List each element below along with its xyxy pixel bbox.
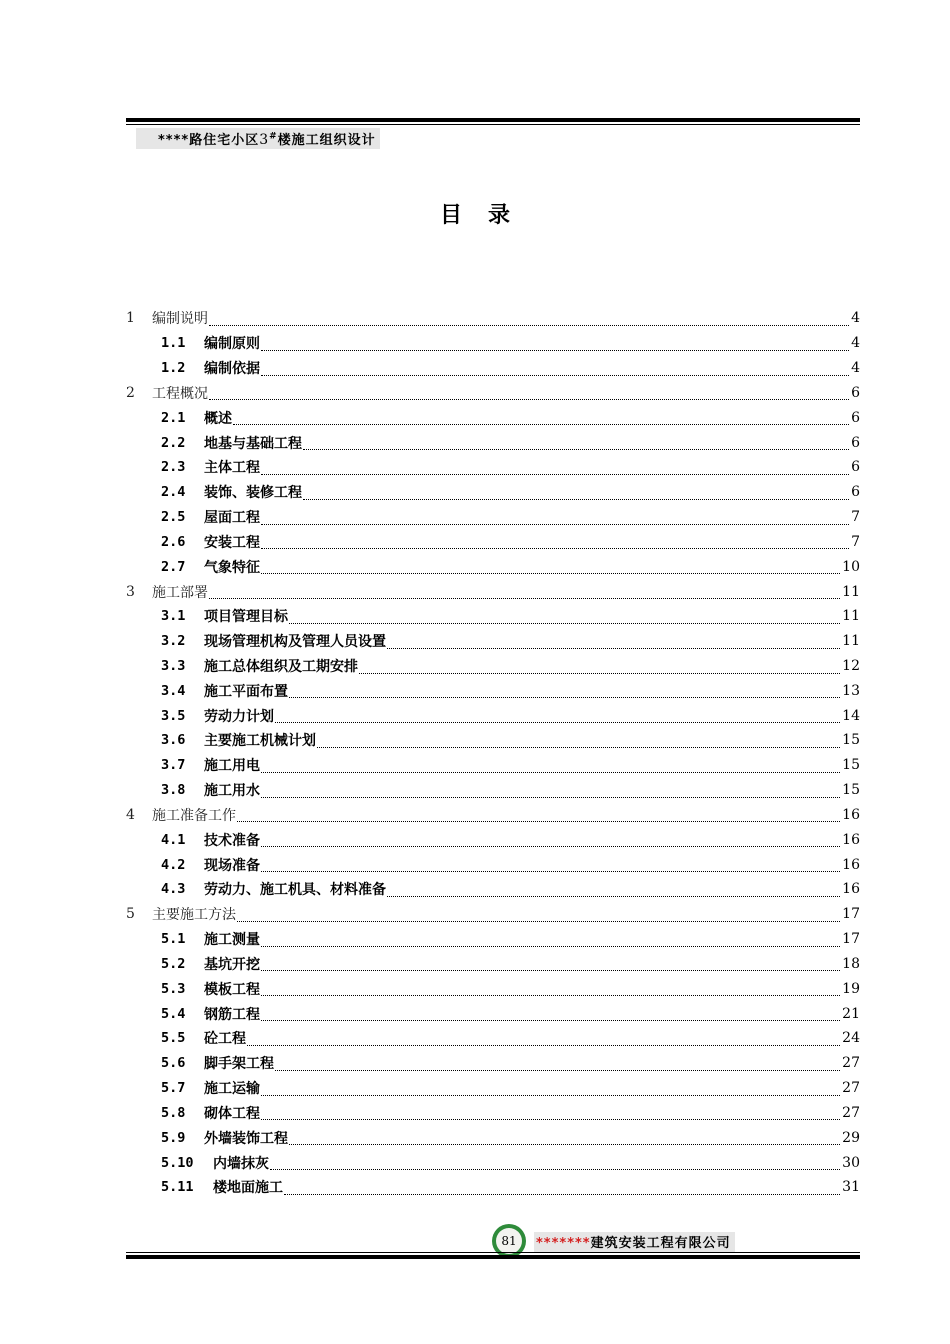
table-of-contents: [126, 306, 860, 1200]
toc-entry-number: 2.7: [161, 558, 186, 575]
toc-dot-leader: [284, 1194, 840, 1195]
toc-entry-label: 施工测量: [204, 932, 260, 949]
toc-entry-label: 施工准备工作: [152, 807, 236, 824]
toc-entry-label: 工程概况: [152, 385, 208, 402]
toc-entry-page: 17: [842, 931, 860, 948]
toc-entry-page: 11: [842, 583, 860, 600]
toc-entry[interactable]: [126, 927, 860, 952]
toc-entry-page: 27: [842, 1080, 860, 1097]
header-rule-thin: [126, 124, 860, 125]
toc-dot-leader: [209, 598, 840, 599]
toc-entry-number: 2.6: [161, 533, 186, 550]
toc-entry-number: 2.1: [161, 409, 186, 426]
toc-entry[interactable]: [126, 1001, 860, 1026]
toc-entry-label: 项目管理目标: [204, 609, 288, 626]
toc-entry-label: 编制原则: [204, 336, 260, 353]
toc-entry-page: 6: [851, 434, 860, 451]
toc-entry-page: 17: [842, 906, 860, 923]
document-title: 目录: [439, 203, 536, 228]
toc-dot-leader: [387, 648, 840, 649]
toc-entry-page: 30: [842, 1154, 860, 1171]
toc-entry-number: 4.3: [161, 881, 186, 898]
toc-entry-page: 6: [851, 459, 860, 476]
toc-entry[interactable]: [126, 728, 860, 753]
toc-dot-leader: [261, 970, 840, 971]
toc-entry-label: 现场准备: [204, 857, 260, 874]
toc-dot-leader: [261, 871, 840, 872]
toc-entry[interactable]: [126, 902, 860, 927]
toc-entry-number: 5.9: [161, 1129, 186, 1146]
toc-dot-leader: [261, 1095, 840, 1096]
toc-entry[interactable]: [126, 827, 860, 852]
toc-entry-label: 施工总体组织及工期安排: [204, 659, 358, 675]
toc-entry-number: 3.1: [161, 608, 186, 625]
toc-entry[interactable]: [126, 1101, 860, 1126]
toc-entry-number: 4.2: [161, 856, 186, 873]
toc-entry-number: 4.1: [161, 831, 186, 848]
toc-entry-label: 模板工程: [204, 981, 260, 998]
toc-entry-number: 3.8: [161, 782, 186, 799]
toc-entry-label: 编制说明: [152, 311, 208, 328]
toc-entry-page: 4: [851, 310, 860, 327]
toc-entry-number: 2.4: [161, 484, 186, 501]
toc-entry-page: 19: [842, 980, 860, 997]
toc-entry[interactable]: [126, 529, 860, 554]
toc-entry[interactable]: [126, 356, 860, 381]
toc-dot-leader: [289, 623, 840, 624]
toc-entry-page: 10: [842, 558, 860, 575]
toc-entry-page: 6: [851, 409, 860, 426]
toc-entry[interactable]: [126, 505, 860, 530]
toc-entry-label: 楼地面施工: [213, 1180, 283, 1197]
toc-entry-page: 6: [851, 384, 860, 401]
toc-entry[interactable]: [126, 604, 860, 629]
toc-entry[interactable]: [126, 430, 860, 455]
toc-entry-page: 4: [851, 360, 860, 377]
toc-entry-number: 2.2: [161, 434, 186, 451]
toc-dot-leader: [261, 946, 840, 947]
toc-entry-page: 24: [842, 1030, 860, 1047]
toc-dot-leader: [289, 1144, 840, 1145]
toc-entry-page: 11: [842, 633, 860, 650]
toc-entry[interactable]: [126, 1026, 860, 1051]
toc-entry-page: 16: [842, 806, 860, 823]
toc-entry[interactable]: [126, 753, 860, 778]
toc-entry-number: 1: [126, 310, 135, 327]
footer-rule-thin: [126, 1252, 860, 1253]
toc-entry-number: 5: [126, 906, 135, 923]
toc-entry-label: 劳动力计划: [204, 708, 274, 725]
toc-entry-label: 基坑开挖: [204, 956, 260, 973]
toc-entry-page: 6: [851, 484, 860, 501]
toc-entry-label: 脚手架工程: [204, 1056, 274, 1073]
toc-entry-page: 16: [842, 881, 860, 898]
toc-entry-number: 3.5: [161, 707, 186, 724]
footer-rule-thick: [126, 1255, 860, 1259]
toc-dot-leader: [261, 524, 849, 525]
toc-entry-page: 21: [842, 1005, 860, 1022]
toc-entry-number: 3.3: [161, 658, 186, 674]
toc-entry-number: 2.3: [161, 459, 186, 476]
toc-dot-leader: [209, 399, 849, 400]
toc-entry-number: 5.2: [161, 955, 186, 972]
toc-dot-leader: [209, 325, 849, 326]
toc-entry-number: 1.1: [161, 335, 186, 352]
toc-dot-leader: [261, 1020, 840, 1021]
toc-entry[interactable]: [126, 1051, 860, 1076]
toc-entry[interactable]: [126, 678, 860, 703]
toc-entry-page: 4: [851, 335, 860, 352]
toc-entry-label: 内墙抹灰: [213, 1155, 269, 1172]
toc-dot-leader: [261, 1119, 840, 1120]
toc-entry-page: 27: [842, 1104, 860, 1121]
toc-dot-leader: [317, 747, 840, 748]
toc-entry-label: 施工用水: [204, 783, 260, 800]
toc-entry-number: 3.7: [161, 757, 186, 774]
toc-entry-page: 31: [842, 1179, 860, 1196]
toc-dot-leader: [237, 821, 840, 822]
toc-dot-leader: [303, 449, 849, 450]
toc-entry-page: 27: [842, 1055, 860, 1072]
toc-entry-number: 5.7: [161, 1080, 186, 1097]
building-number-sup: #: [269, 131, 278, 142]
toc-entry-number: 5.6: [161, 1055, 186, 1072]
toc-dot-leader: [261, 474, 849, 475]
toc-entry[interactable]: [126, 1150, 860, 1175]
page-number: 81: [496, 1228, 522, 1254]
toc-entry-number: 3.4: [161, 682, 186, 699]
toc-entry[interactable]: [126, 405, 860, 430]
toc-dot-leader: [261, 846, 840, 847]
toc-dot-leader: [270, 1169, 840, 1170]
toc-entry-number: 3.6: [161, 732, 186, 749]
toc-entry-page: 11: [842, 608, 860, 625]
toc-entry-number: 5.3: [161, 980, 186, 997]
toc-entry-label: 编制依据: [204, 361, 260, 378]
toc-entry-number: 5.5: [161, 1030, 186, 1047]
toc-dot-leader: [387, 896, 840, 897]
toc-entry-label: 装饰、装修工程: [204, 485, 302, 502]
toc-entry[interactable]: [126, 654, 860, 679]
toc-entry[interactable]: [126, 877, 860, 902]
toc-entry-label: 钢筋工程: [204, 1006, 260, 1023]
page-footer: [126, 1224, 860, 1264]
company-name: *******建筑安装工程有限公司: [534, 1232, 735, 1252]
toc-entry-page: 7: [851, 509, 860, 526]
header-title: ****路住宅小区3#楼施工组织设计: [136, 128, 380, 149]
toc-entry-number: 3: [126, 583, 135, 600]
toc-entry[interactable]: [126, 952, 860, 977]
toc-entry-page: 7: [851, 533, 860, 550]
header-rule-thick: [126, 118, 860, 122]
toc-dot-leader: [359, 673, 840, 674]
toc-entry-page: 14: [842, 707, 860, 724]
toc-entry-page: 16: [842, 856, 860, 873]
toc-entry-number: 5.1: [161, 931, 186, 948]
toc-entry-page: 29: [842, 1129, 860, 1146]
toc-entry[interactable]: [126, 331, 860, 356]
toc-entry-label: 主要施工机械计划: [204, 733, 316, 750]
toc-entry-label: 施工用电: [204, 758, 260, 775]
toc-dot-leader: [247, 1045, 840, 1046]
toc-entry-label: 主体工程: [204, 460, 260, 477]
toc-dot-leader: [261, 573, 840, 574]
toc-entry[interactable]: [126, 1076, 860, 1101]
toc-dot-leader: [237, 921, 840, 922]
toc-entry[interactable]: [126, 1175, 860, 1200]
page-header: [126, 118, 860, 149]
toc-entry-page: 15: [842, 782, 860, 799]
toc-entry-page: 15: [842, 757, 860, 774]
toc-dot-leader: [289, 697, 840, 698]
toc-entry[interactable]: [126, 703, 860, 728]
toc-entry-number: 2.5: [161, 509, 186, 526]
toc-dot-leader: [261, 375, 849, 376]
toc-entry-page: 12: [842, 658, 860, 674]
toc-entry-label: 地基与基础工程: [204, 435, 302, 452]
toc-entry[interactable]: [126, 554, 860, 579]
toc-entry-number: 5.4: [161, 1005, 186, 1022]
toc-entry[interactable]: [126, 306, 860, 331]
toc-entry[interactable]: [126, 629, 860, 654]
toc-entry-page: 18: [842, 955, 860, 972]
toc-entry-label: 屋面工程: [204, 510, 260, 527]
building-number: 3: [259, 132, 270, 148]
toc-entry-number: 3.2: [161, 633, 186, 650]
toc-dot-leader: [261, 995, 840, 996]
toc-entry-label: 安装工程: [204, 534, 260, 551]
toc-entry-label: 施工平面布置: [204, 683, 288, 700]
toc-entry-label: 砼工程: [204, 1031, 246, 1048]
toc-entry[interactable]: [126, 579, 860, 604]
toc-entry[interactable]: [126, 455, 860, 480]
toc-entry-number: 4: [126, 806, 135, 823]
toc-dot-leader: [275, 1070, 840, 1071]
toc-entry-number: 5.11: [161, 1179, 194, 1196]
toc-entry-label: 施工运输: [204, 1081, 260, 1098]
toc-entry-label: 施工部署: [152, 584, 208, 601]
toc-entry-page: 15: [842, 732, 860, 749]
toc-entry-page: 13: [842, 682, 860, 699]
toc-entry-number: 5.10: [161, 1154, 194, 1171]
toc-entry[interactable]: [126, 976, 860, 1001]
toc-entry-number: 1.2: [161, 360, 186, 377]
toc-entry-label: 技术准备: [204, 832, 260, 849]
company-stars: *******: [536, 1236, 591, 1251]
toc-dot-leader: [303, 499, 849, 500]
toc-entry-label: 外墙装饰工程: [204, 1130, 288, 1147]
toc-entry-label: 概述: [204, 410, 232, 427]
toc-entry[interactable]: [126, 778, 860, 803]
toc-entry-label: 主要施工方法: [152, 907, 236, 924]
toc-entry[interactable]: [126, 852, 860, 877]
toc-entry-label: 劳动力、施工机具、材料准备: [204, 882, 386, 899]
toc-entry[interactable]: [126, 480, 860, 505]
toc-entry[interactable]: [126, 380, 860, 405]
toc-entry-number: 2: [126, 384, 135, 401]
toc-entry-label: 砌体工程: [204, 1105, 260, 1122]
toc-entry-page: 16: [842, 831, 860, 848]
toc-dot-leader: [261, 772, 840, 773]
toc-entry-label: 现场管理机构及管理人员设置: [204, 634, 386, 651]
toc-entry-number: 5.8: [161, 1104, 186, 1121]
toc-entry[interactable]: [126, 1125, 860, 1150]
toc-dot-leader: [261, 797, 840, 798]
toc-entry-label: 气象特征: [204, 559, 260, 576]
toc-dot-leader: [275, 722, 840, 723]
toc-dot-leader: [261, 350, 849, 351]
toc-dot-leader: [233, 424, 849, 425]
toc-dot-leader: [261, 548, 849, 549]
toc-entry[interactable]: [126, 803, 860, 828]
